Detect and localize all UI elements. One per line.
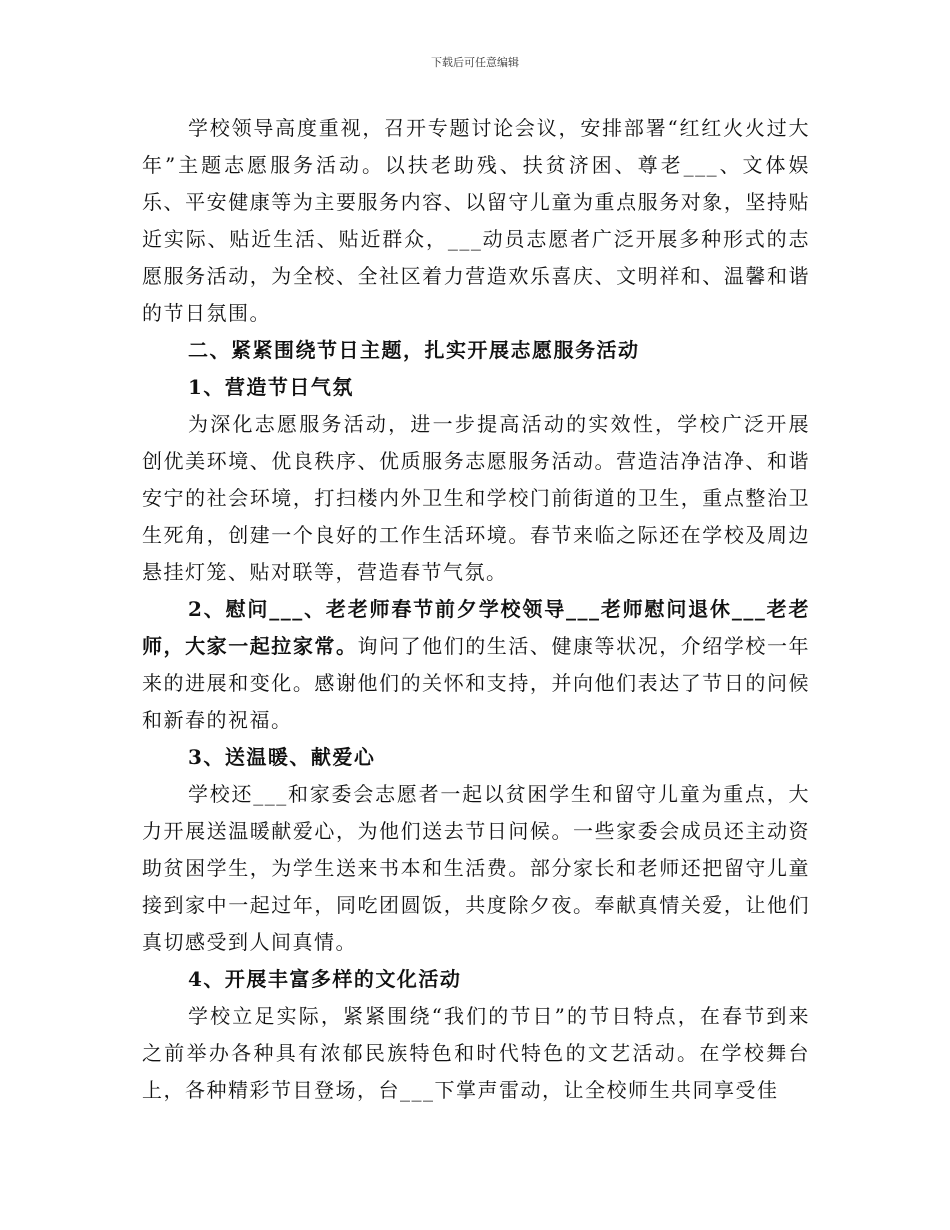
subheading-2-bold-lead: 2、慰问___、老老师春节前夕学校领导___老师慰问退休___老老师，大家一起拉家常。	[142, 597, 810, 658]
subheading-3: 3、送温暖、献爱心	[188, 745, 376, 769]
page-header: 下载后可任意编辑	[431, 56, 519, 69]
paragraph-4: 学校立足实际，紧紧围绕“我们的节日”的节日特点，在春节到来之前举办各种具有浓郁民族特色和时代特色的文艺活动。在学校舞台上，各种精彩节目登场，台___下掌声雷动，让全校师生共同享受佳	[142, 1004, 810, 1102]
paragraph-2	[142, 591, 810, 739]
document-body	[142, 110, 810, 1109]
paragraph-2-text: 询问了他们的生活、健康等状况，介绍学校一年来的进展和变化。感谢他们的关怀和支持，并向他们表达了节日的问候和新春的祝福。	[142, 634, 810, 732]
section-heading-2: 二、紧紧围绕节日主题，扎实开展志愿服务活动	[188, 338, 640, 362]
subheading-1: 1、营造节日气氛	[188, 375, 354, 399]
subheading-4: 4、开展丰富多样的文化活动	[188, 967, 462, 991]
paragraph-intro: 学校领导高度重视，召开专题讨论会议，安排部署“红红火火过大年”主题志愿服务活动。以扶老助残、扶贫济困、尊老___、文体娱乐、平安健康等为主要服务内容、以留守儿童为重点服务对象，坚持贴近实际、贴近生活、贴近群众，___动员志愿者广泛开展多种形式的志愿服务活动，为全校、全社区着力营造欢乐喜庆、文明祥和、温馨和谐的节日氛围。	[142, 116, 810, 325]
paragraph-3: 学校还___和家委会志愿者一起以贫困学生和留守儿童为重点，大力开展送温暖献爱心，为他们送去节日问候。一些家委会成员还主动资助贫困学生，为学生送来书本和生活费。部分家长和老师还把留守儿童接到家中一起过年，同吃团圆饭，共度除夕夜。奉献真情关爱，让他们真切感受到人间真情。	[142, 782, 810, 954]
paragraph-1: 为深化志愿服务活动，进一步提高活动的实效性，学校广泛开展创优美环境、优良秩序、优质服务志愿服务活动。营造洁净洁净、和谐安宁的社会环境，打扫楼内外卫生和学校门前街道的卫生，重点整治卫生死角，创建一个良好的工作生活环境。春节来临之际还在学校及周边悬挂灯笼、贴对联等，营造春节气氛。	[142, 412, 810, 584]
